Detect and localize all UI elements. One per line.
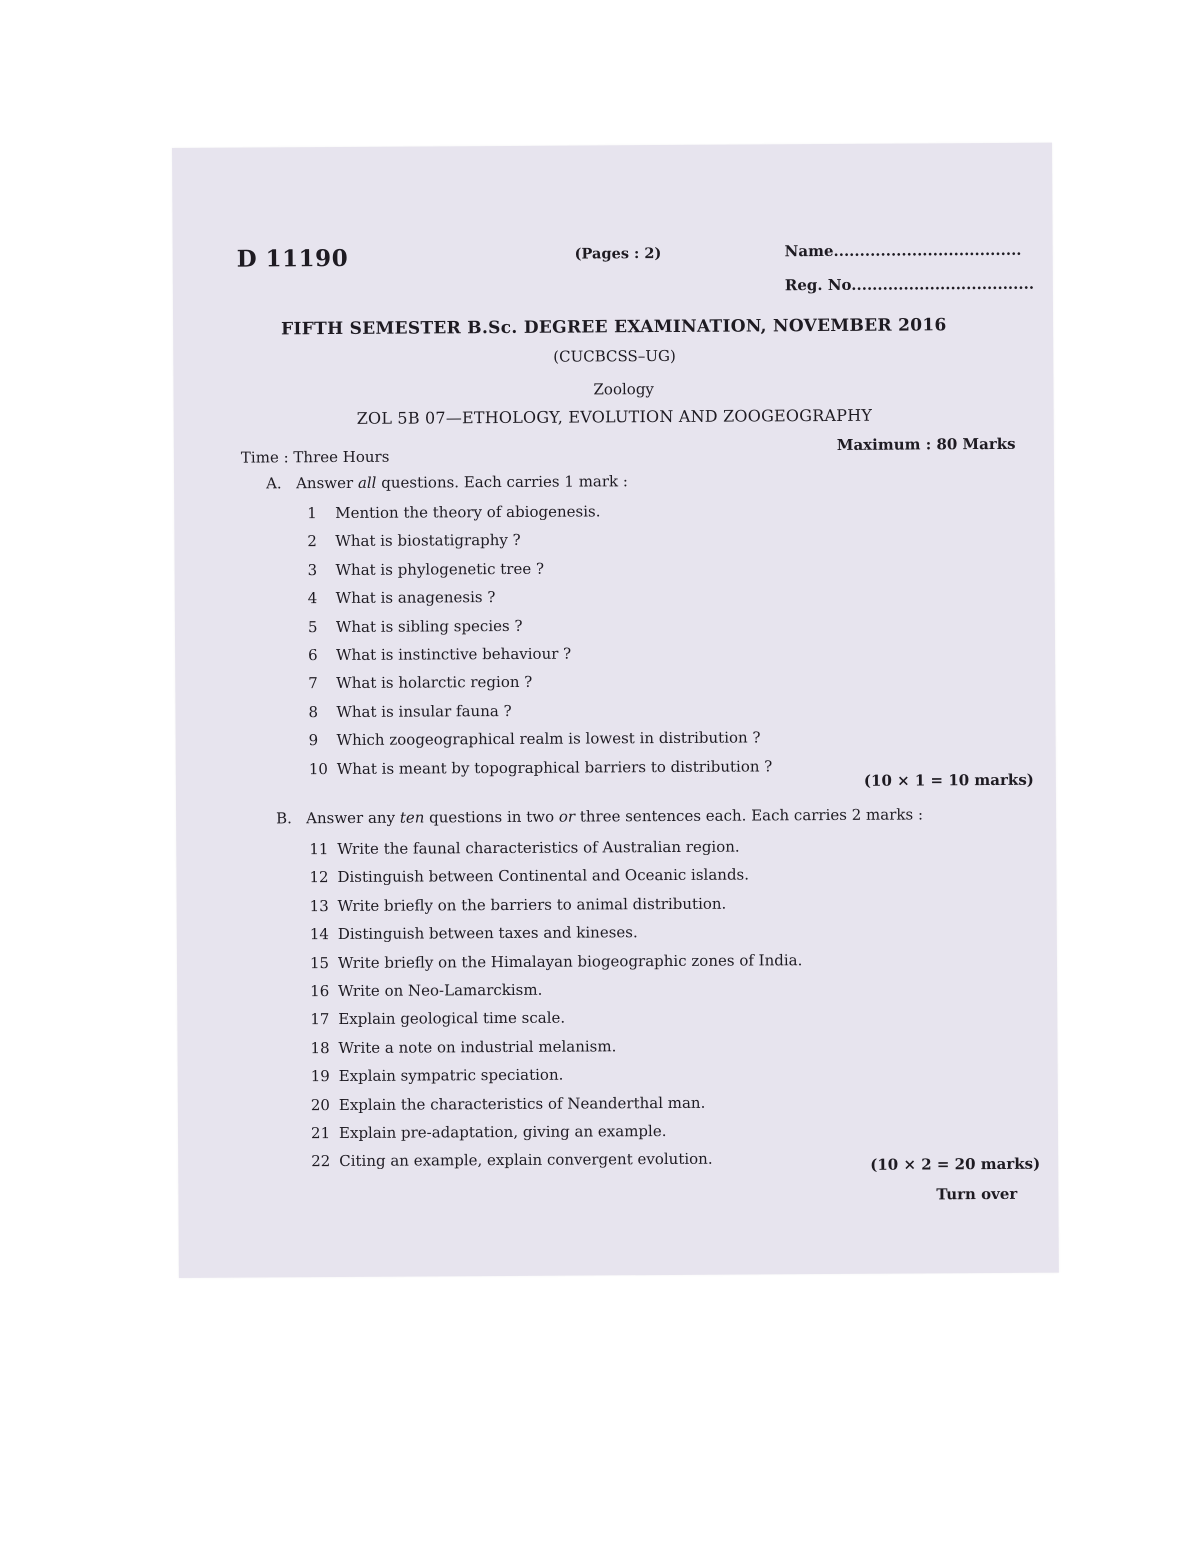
- question-text: Distinguish between Continental and Oceanic islands.: [337, 865, 750, 887]
- question-item: [309, 752, 773, 783]
- exam-subject: Zoology: [593, 380, 654, 399]
- paper-title: ZOL 5B 07—ETHOLOGY, EVOLUTION AND ZOOGEOGRAPHY: [356, 405, 873, 428]
- question-item: [307, 525, 771, 556]
- section-b-instruction-text-mid: questions in two: [424, 807, 559, 827]
- question-number: 7: [308, 674, 318, 693]
- question-text: Explain geological time scale.: [338, 1008, 566, 1029]
- page-count: (Pages : 2): [574, 245, 662, 263]
- exam-title: FIFTH SEMESTER B.Sc. DEGREE EXAMINATION, NOVEMBER 2016: [281, 315, 947, 340]
- question-number: 21: [310, 1123, 331, 1143]
- question-item: [311, 1088, 804, 1119]
- question-item: [310, 1031, 803, 1062]
- question-text: Explain the characteristics of Neanderthal man.: [338, 1093, 706, 1114]
- question-number: 16: [310, 982, 330, 1001]
- question-item: [311, 1059, 804, 1090]
- question-text: Explain sympatric speciation.: [338, 1065, 564, 1086]
- question-number: 18: [310, 1038, 330, 1057]
- question-number: 2: [307, 532, 318, 551]
- section-a-marks: (10 × 1 = 10 marks): [863, 770, 1034, 790]
- question-text: Write the faunal characteristics of Australian region.: [337, 837, 740, 859]
- question-item: [310, 946, 803, 977]
- maximum-marks: Maximum : 80 Marks: [836, 434, 1016, 454]
- question-number: 22: [311, 1152, 331, 1171]
- question-item: [308, 695, 772, 726]
- question-text: Distinguish between taxes and kineses.: [337, 923, 638, 944]
- question-number: 9: [308, 731, 319, 750]
- question-item: [308, 582, 772, 613]
- question-number: 6: [308, 646, 318, 665]
- question-number: 20: [310, 1095, 330, 1114]
- section-b-instruction-text: Answer any: [306, 808, 400, 828]
- section-a-instruction: [266, 472, 628, 492]
- question-text: Which zoogeographical realm is lowest in distribution ?: [336, 728, 761, 750]
- section-a-instruction-text: Answer: [295, 473, 358, 493]
- section-a-instruction-text-end: questions. Each carries 1 mark :: [376, 472, 628, 492]
- section-b-instruction-emphasis-or: or: [558, 807, 576, 826]
- question-text: What is instinctive behaviour ?: [336, 644, 572, 664]
- question-item: [308, 667, 772, 698]
- section-b-letter: B.: [276, 809, 292, 828]
- question-number: 12: [309, 868, 329, 887]
- register-number-field: Reg. No...................................: [784, 274, 1035, 295]
- section-b-instruction-text-end: three sentences each. Each carries 2 marks :: [575, 805, 924, 826]
- question-item: [311, 1144, 804, 1175]
- question-number: 13: [309, 896, 329, 915]
- candidate-name-field: Name....................................: [784, 240, 1022, 261]
- question-number: 14: [309, 925, 329, 944]
- question-text: What is holarctic region ?: [336, 673, 533, 693]
- turn-over-note: Turn over: [936, 1184, 1018, 1204]
- question-item: [307, 496, 771, 527]
- question-item: [310, 889, 803, 920]
- section-a-question-list: [307, 496, 772, 783]
- question-text: Write a note on industrial melanism.: [338, 1037, 617, 1057]
- question-text: What is meant by topographical barriers to distribution ?: [336, 756, 773, 778]
- question-text: Write on Neo-Lamarckism.: [338, 980, 543, 1000]
- question-number: 10: [308, 759, 328, 778]
- exam-duration: Time : Three Hours: [240, 447, 390, 467]
- section-b-marks: (10 × 2 = 20 marks): [870, 1154, 1041, 1174]
- section-a-letter: A.: [265, 474, 282, 493]
- exam-scheme: (CUCBCSS–UG): [553, 346, 676, 366]
- section-b-instruction: [276, 805, 923, 827]
- question-number: 1: [307, 504, 317, 523]
- question-number: 11: [309, 840, 329, 859]
- question-number: 17: [310, 1010, 330, 1029]
- question-number: 4: [307, 589, 318, 608]
- question-item: [309, 832, 802, 863]
- question-item: [310, 1003, 803, 1034]
- question-item: [308, 610, 772, 641]
- question-item: [309, 861, 802, 892]
- question-number: 15: [309, 953, 330, 972]
- section-b-question-list: [309, 832, 803, 1176]
- question-text: Citing an example, explain convergent evolution.: [339, 1150, 713, 1171]
- question-item: [308, 638, 772, 669]
- question-text: What is insular fauna ?: [336, 701, 512, 721]
- exam-paper-sheet: [172, 143, 1059, 1278]
- question-text: Mention the theory of abiogenesis.: [335, 502, 601, 523]
- question-item: [311, 1116, 804, 1147]
- question-text: What is sibling species ?: [335, 616, 523, 636]
- question-number: 19: [310, 1067, 330, 1086]
- question-item: [307, 553, 771, 584]
- section-a-instruction-emphasis: all: [357, 473, 377, 492]
- question-text: Write briefly on the barriers to animal distribution.: [337, 894, 727, 915]
- section-b-instruction-emphasis: ten: [399, 808, 425, 827]
- paper-code: D 11190: [236, 244, 349, 273]
- question-text: Explain pre-adaptation, giving an example.: [338, 1121, 667, 1142]
- question-number: 8: [308, 702, 319, 721]
- question-text: What is phylogenetic tree ?: [335, 559, 545, 579]
- question-item: [310, 917, 803, 948]
- question-text: Write briefly on the Himalayan biogeographic zones of India.: [337, 950, 803, 972]
- question-number: 5: [307, 617, 318, 636]
- question-text: What is anagenesis ?: [335, 588, 496, 608]
- question-item: [310, 974, 803, 1005]
- question-item: [309, 723, 773, 754]
- question-text: What is biostatigraphy ?: [335, 531, 521, 551]
- question-number: 3: [307, 560, 318, 579]
